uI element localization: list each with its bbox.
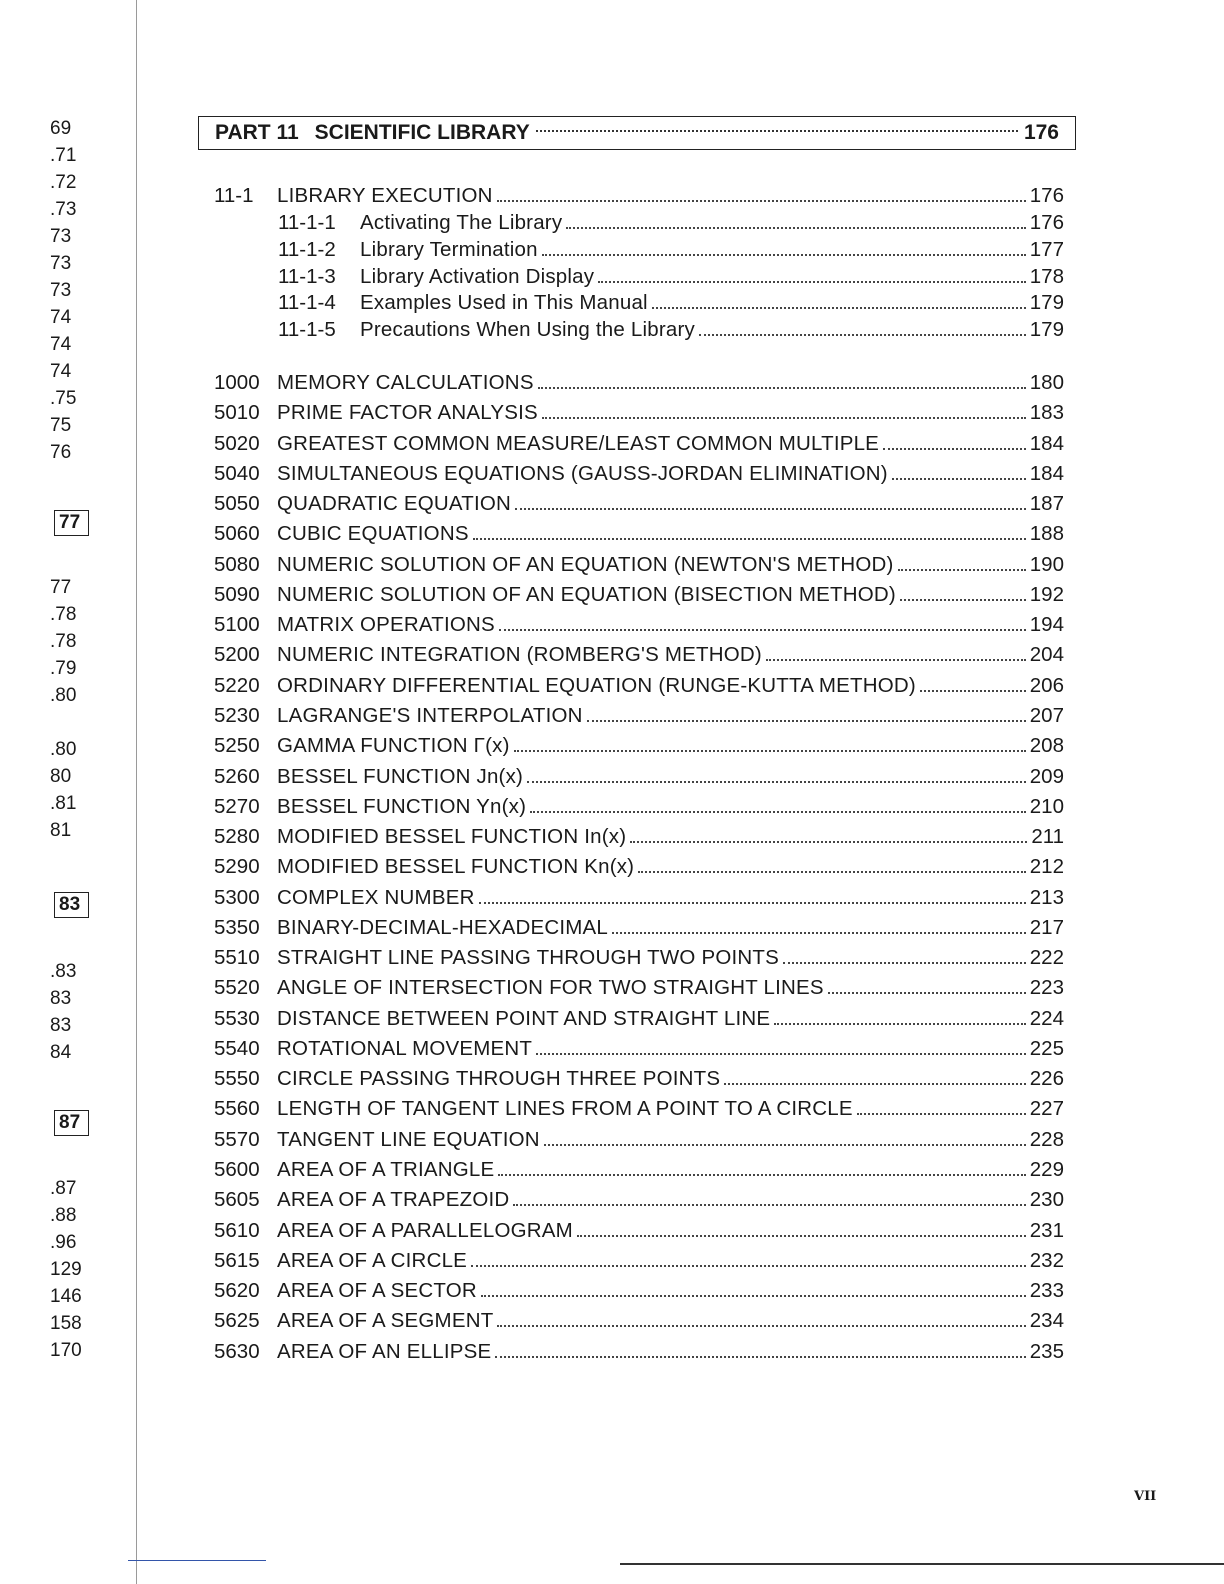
program-row[interactable] xyxy=(214,734,1064,758)
program-row[interactable] xyxy=(214,674,1064,698)
subsection-code: 11-1-5 xyxy=(278,318,336,342)
left-page-number: 69 xyxy=(50,118,72,139)
program-row[interactable] xyxy=(214,886,1064,910)
program-title: DISTANCE BETWEEN POINT AND STRAIGHT LINE xyxy=(277,1006,771,1030)
dot-leader xyxy=(892,478,1026,480)
program-code: 5625 xyxy=(214,1309,260,1333)
subsection-title: Library Activation Display xyxy=(360,264,595,288)
program-title: GAMMA FUNCTION Γ(x) xyxy=(277,734,510,758)
subsection-code: 11-1-2 xyxy=(278,237,336,261)
program-title: MATRIX OPERATIONS xyxy=(277,613,495,637)
program-row[interactable] xyxy=(214,462,1064,486)
dot-leader xyxy=(495,1356,1025,1358)
dot-leader xyxy=(699,334,1026,336)
program-row[interactable] xyxy=(214,1188,1064,1212)
program-page: 230 xyxy=(1029,1188,1064,1212)
part-header xyxy=(198,116,1076,150)
program-code: 5060 xyxy=(214,522,260,546)
left-page-number: .96 xyxy=(50,1232,77,1253)
dot-leader xyxy=(481,1295,1026,1297)
gutter-rule xyxy=(136,0,137,1584)
left-page-number: 80 xyxy=(50,766,72,787)
program-row[interactable] xyxy=(214,371,1064,395)
subsection-row[interactable] xyxy=(278,318,1064,342)
program-title: AREA OF A SECTOR xyxy=(277,1279,477,1303)
program-title: NUMERIC SOLUTION OF AN EQUATION (NEWTON'S METHOD) xyxy=(277,552,894,576)
left-page-number: .72 xyxy=(50,172,77,193)
dot-leader xyxy=(544,1144,1026,1146)
program-title: AREA OF AN ELLIPSE xyxy=(277,1339,492,1363)
program-code: 5050 xyxy=(214,492,260,516)
program-page: 212 xyxy=(1029,855,1064,879)
left-page-number: .87 xyxy=(50,1178,77,1199)
part-title: SCIENTIFIC LIBRARY xyxy=(314,121,530,144)
section-row[interactable] xyxy=(214,184,1064,208)
program-page: 234 xyxy=(1029,1309,1064,1333)
left-page-number-boxed: 77 xyxy=(54,510,89,536)
dot-leader xyxy=(774,1023,1026,1025)
program-title: ORDINARY DIFFERENTIAL EQUATION (RUNGE-KUTTA METHOD) xyxy=(277,673,916,697)
program-page: 206 xyxy=(1029,673,1064,697)
dot-leader xyxy=(527,781,1026,783)
section-title: LIBRARY EXECUTION xyxy=(277,184,493,207)
program-row[interactable] xyxy=(214,704,1064,728)
page-folio: VII xyxy=(1134,1489,1157,1504)
program-row[interactable] xyxy=(214,432,1064,456)
left-page-number: 77 xyxy=(50,577,72,598)
program-title: MODIFIED BESSEL FUNCTION In(x) xyxy=(277,825,627,849)
program-code: 5520 xyxy=(214,976,260,1000)
program-row[interactable] xyxy=(214,1279,1064,1303)
program-code: 5280 xyxy=(214,825,260,849)
program-page: 224 xyxy=(1029,1006,1064,1030)
program-code: 5250 xyxy=(214,734,260,758)
program-page: 210 xyxy=(1029,794,1064,818)
program-code: 5570 xyxy=(214,1127,260,1151)
dot-leader xyxy=(497,200,1026,202)
program-title: NUMERIC INTEGRATION (ROMBERG'S METHOD) xyxy=(277,643,762,667)
left-page-number: .81 xyxy=(50,793,77,814)
left-page-number: 84 xyxy=(50,1042,72,1063)
program-code: 5615 xyxy=(214,1248,260,1272)
program-row[interactable] xyxy=(214,492,1064,516)
part-label: PART 11 xyxy=(215,121,299,144)
program-page: 204 xyxy=(1029,643,1064,667)
program-row[interactable] xyxy=(214,765,1064,789)
program-page: 229 xyxy=(1029,1158,1064,1182)
subsection-row[interactable] xyxy=(278,211,1064,235)
program-code: 5270 xyxy=(214,794,260,818)
dot-leader xyxy=(783,962,1026,964)
program-code: 5350 xyxy=(214,915,260,939)
program-row[interactable] xyxy=(214,855,1064,879)
program-title: AREA OF A PARALLELOGRAM xyxy=(277,1218,573,1242)
program-row[interactable] xyxy=(214,795,1064,819)
left-page-number: .78 xyxy=(50,631,77,652)
program-page: 217 xyxy=(1029,915,1064,939)
left-page-number: 146 xyxy=(50,1286,82,1307)
subsection-page: 178 xyxy=(1029,264,1064,288)
bottom-mark xyxy=(128,1560,266,1561)
program-code: 5290 xyxy=(214,855,260,879)
left-page-number-boxed: 83 xyxy=(54,892,89,918)
subsection-title: Precautions When Using the Library xyxy=(360,318,695,342)
subsection-row[interactable] xyxy=(278,265,1064,289)
subsection-page: 179 xyxy=(1029,291,1064,315)
program-title: CIRCLE PASSING THROUGH THREE POINTS xyxy=(277,1067,721,1091)
program-code: 5620 xyxy=(214,1279,260,1303)
dot-leader xyxy=(900,599,1026,601)
dot-leader xyxy=(828,992,1026,994)
program-page: 211 xyxy=(1031,825,1064,849)
part-page: 176 xyxy=(1023,121,1059,144)
dot-leader xyxy=(514,750,1026,752)
left-page-number: .78 xyxy=(50,604,77,625)
dot-leader xyxy=(598,281,1026,283)
program-page: 183 xyxy=(1029,401,1064,425)
program-page: 226 xyxy=(1029,1067,1064,1091)
left-page-number: 73 xyxy=(50,253,72,274)
program-title: PRIME FACTOR ANALYSIS xyxy=(277,401,538,425)
program-row[interactable] xyxy=(214,946,1064,970)
left-page-number: 170 xyxy=(50,1340,82,1361)
left-page-number: .75 xyxy=(50,388,77,409)
program-page: 187 xyxy=(1029,492,1064,516)
program-page: 208 xyxy=(1029,734,1064,758)
program-title: CUBIC EQUATIONS xyxy=(277,522,469,546)
program-row[interactable] xyxy=(214,1097,1064,1121)
dot-leader xyxy=(724,1083,1026,1085)
program-row[interactable] xyxy=(214,1249,1064,1273)
subsection-page: 176 xyxy=(1029,211,1064,234)
program-page: 213 xyxy=(1029,885,1064,909)
program-page: 235 xyxy=(1029,1339,1064,1363)
program-row[interactable] xyxy=(214,1309,1064,1333)
dot-leader xyxy=(566,227,1025,229)
left-page-number: 73 xyxy=(50,280,72,301)
program-row[interactable] xyxy=(214,613,1064,637)
dot-leader xyxy=(536,130,1018,132)
dot-leader xyxy=(498,1174,1025,1176)
program-title: TANGENT LINE EQUATION xyxy=(277,1127,540,1151)
subsection-row[interactable] xyxy=(278,291,1064,315)
left-page-number: .83 xyxy=(50,961,77,982)
program-title: AREA OF A CIRCLE xyxy=(277,1248,468,1272)
bottom-rule xyxy=(620,1563,1224,1565)
dot-leader xyxy=(638,871,1026,873)
program-title: LAGRANGE'S INTERPOLATION xyxy=(277,703,583,727)
subsection-page: 179 xyxy=(1029,318,1064,342)
left-page-number: 129 xyxy=(50,1259,82,1280)
left-page-number: 158 xyxy=(50,1313,82,1334)
program-row[interactable] xyxy=(214,825,1064,849)
program-code: 5260 xyxy=(214,764,260,788)
program-code: 5630 xyxy=(214,1339,260,1363)
left-page-number: .88 xyxy=(50,1205,77,1226)
program-title: COMPLEX NUMBER xyxy=(277,885,475,909)
program-title: BESSEL FUNCTION Jn(x) xyxy=(277,764,524,788)
subsection-title: Examples Used in This Manual xyxy=(360,291,648,315)
dot-leader xyxy=(471,1265,1026,1267)
dot-leader xyxy=(530,811,1026,813)
program-row[interactable] xyxy=(214,1158,1064,1182)
program-code: 5610 xyxy=(214,1218,260,1242)
program-code: 5040 xyxy=(214,461,260,485)
program-title: LENGTH OF TANGENT LINES FROM A POINT TO A CIRCLE xyxy=(277,1097,853,1121)
program-row[interactable] xyxy=(214,1128,1064,1152)
program-code: 1000 xyxy=(214,371,260,394)
dot-leader xyxy=(577,1235,1026,1237)
dot-leader xyxy=(513,1204,1025,1206)
program-row[interactable] xyxy=(214,522,1064,546)
program-page: 184 xyxy=(1029,461,1064,485)
dot-leader xyxy=(536,1053,1026,1055)
program-page: 184 xyxy=(1029,431,1064,455)
dot-leader xyxy=(515,508,1026,510)
left-page-number: .71 xyxy=(50,145,77,166)
program-page: 188 xyxy=(1029,522,1064,546)
program-row[interactable] xyxy=(214,1067,1064,1091)
program-page: 222 xyxy=(1029,946,1064,970)
dot-leader xyxy=(898,569,1026,571)
dot-leader xyxy=(883,448,1026,450)
program-row[interactable] xyxy=(214,976,1064,1000)
program-title: NUMERIC SOLUTION OF AN EQUATION (BISECTION METHOD) xyxy=(277,582,896,606)
program-title: ROTATIONAL MOVEMENT xyxy=(277,1036,533,1060)
left-page-number: 81 xyxy=(50,820,72,841)
program-title: BESSEL FUNCTION Yn(x) xyxy=(277,794,527,818)
left-page-number: 83 xyxy=(50,1015,72,1036)
program-code: 5090 xyxy=(214,582,260,606)
dot-leader xyxy=(766,659,1026,661)
program-page: 227 xyxy=(1029,1097,1064,1121)
program-page: 225 xyxy=(1029,1036,1064,1060)
program-code: 5300 xyxy=(214,885,260,909)
program-page: 209 xyxy=(1029,764,1064,788)
program-title: MEMORY CALCULATIONS xyxy=(277,371,534,394)
program-title: STRAIGHT LINE PASSING THROUGH TWO POINTS xyxy=(277,946,779,970)
program-page: 223 xyxy=(1029,976,1064,1000)
program-code: 5230 xyxy=(214,703,260,727)
dot-leader xyxy=(479,902,1026,904)
subsection-title: Activating The Library xyxy=(360,211,563,234)
section-code: 11-1 xyxy=(214,184,254,207)
dot-leader xyxy=(587,720,1026,722)
program-page: 207 xyxy=(1029,703,1064,727)
program-code: 5530 xyxy=(214,1006,260,1030)
program-code: 5605 xyxy=(214,1188,260,1212)
program-title: GREATEST COMMON MEASURE/LEAST COMMON MULTIPLE xyxy=(277,431,880,455)
program-title: AREA OF A TRAPEZOID xyxy=(277,1188,510,1212)
program-page: 233 xyxy=(1029,1279,1064,1303)
program-row[interactable] xyxy=(214,1219,1064,1243)
dot-leader xyxy=(538,387,1026,389)
program-title: BINARY-DECIMAL-HEXADECIMAL xyxy=(277,915,609,939)
program-page: 192 xyxy=(1029,582,1064,606)
program-row[interactable] xyxy=(214,1007,1064,1031)
program-page: 232 xyxy=(1029,1248,1064,1272)
program-code: 5220 xyxy=(214,673,260,697)
left-page-number: .80 xyxy=(50,685,77,706)
subsection-code: 11-1-3 xyxy=(278,264,336,288)
program-code: 5100 xyxy=(214,613,260,637)
left-page-number: .73 xyxy=(50,199,77,220)
program-code: 5540 xyxy=(214,1036,260,1060)
program-title: AREA OF A SEGMENT xyxy=(277,1309,494,1333)
program-code: 5510 xyxy=(214,946,260,970)
program-page: 180 xyxy=(1029,371,1064,394)
program-code: 5600 xyxy=(214,1158,260,1182)
program-row[interactable] xyxy=(214,916,1064,940)
left-page-number: 74 xyxy=(50,307,72,328)
left-page-number: 75 xyxy=(50,415,72,436)
dot-leader xyxy=(497,1325,1025,1327)
left-page-number-boxed: 87 xyxy=(54,1110,89,1136)
dot-leader xyxy=(652,307,1026,309)
dot-leader xyxy=(542,254,1026,256)
program-title: MODIFIED BESSEL FUNCTION Kn(x) xyxy=(277,855,635,879)
left-page-number: .79 xyxy=(50,658,77,679)
program-row[interactable] xyxy=(214,1340,1064,1364)
program-row[interactable] xyxy=(214,553,1064,577)
subsection-page: 177 xyxy=(1029,237,1064,261)
program-title: AREA OF A TRIANGLE xyxy=(277,1158,495,1182)
program-page: 194 xyxy=(1029,613,1064,637)
program-code: 5080 xyxy=(214,552,260,576)
dot-leader xyxy=(920,690,1026,692)
dot-leader xyxy=(857,1113,1026,1115)
program-code: 5200 xyxy=(214,643,260,667)
program-row[interactable] xyxy=(214,1037,1064,1061)
program-row[interactable] xyxy=(214,643,1064,667)
program-page: 228 xyxy=(1029,1127,1064,1151)
program-code: 5020 xyxy=(214,431,260,455)
program-title: ANGLE OF INTERSECTION FOR TWO STRAIGHT LINES xyxy=(277,976,824,1000)
subsection-title: Library Termination xyxy=(360,237,538,261)
program-code: 5010 xyxy=(214,401,260,425)
program-row[interactable] xyxy=(214,583,1064,607)
left-page-number: 76 xyxy=(50,442,72,463)
program-code: 5560 xyxy=(214,1097,260,1121)
left-page-number: 73 xyxy=(50,226,72,247)
program-row[interactable] xyxy=(214,401,1064,425)
program-page: 231 xyxy=(1029,1218,1064,1242)
left-page-number: 74 xyxy=(50,334,72,355)
program-page: 190 xyxy=(1029,552,1064,576)
left-page-number: 74 xyxy=(50,361,72,382)
program-title: SIMULTANEOUS EQUATIONS (GAUSS-JORDAN ELIMINATION) xyxy=(277,461,888,485)
subsection-code: 11-1-1 xyxy=(278,211,336,234)
program-title: QUADRATIC EQUATION xyxy=(277,492,512,516)
dot-leader xyxy=(542,417,1026,419)
dot-leader xyxy=(630,841,1027,843)
program-code: 5550 xyxy=(214,1067,260,1091)
subsection-row[interactable] xyxy=(278,238,1064,262)
left-page-number: 83 xyxy=(50,988,72,1009)
dot-leader xyxy=(473,538,1026,540)
dot-leader xyxy=(612,932,1026,934)
subsection-code: 11-1-4 xyxy=(278,291,336,315)
dot-leader xyxy=(499,629,1026,631)
section-page: 176 xyxy=(1029,184,1064,207)
left-page-number: .80 xyxy=(50,739,77,760)
